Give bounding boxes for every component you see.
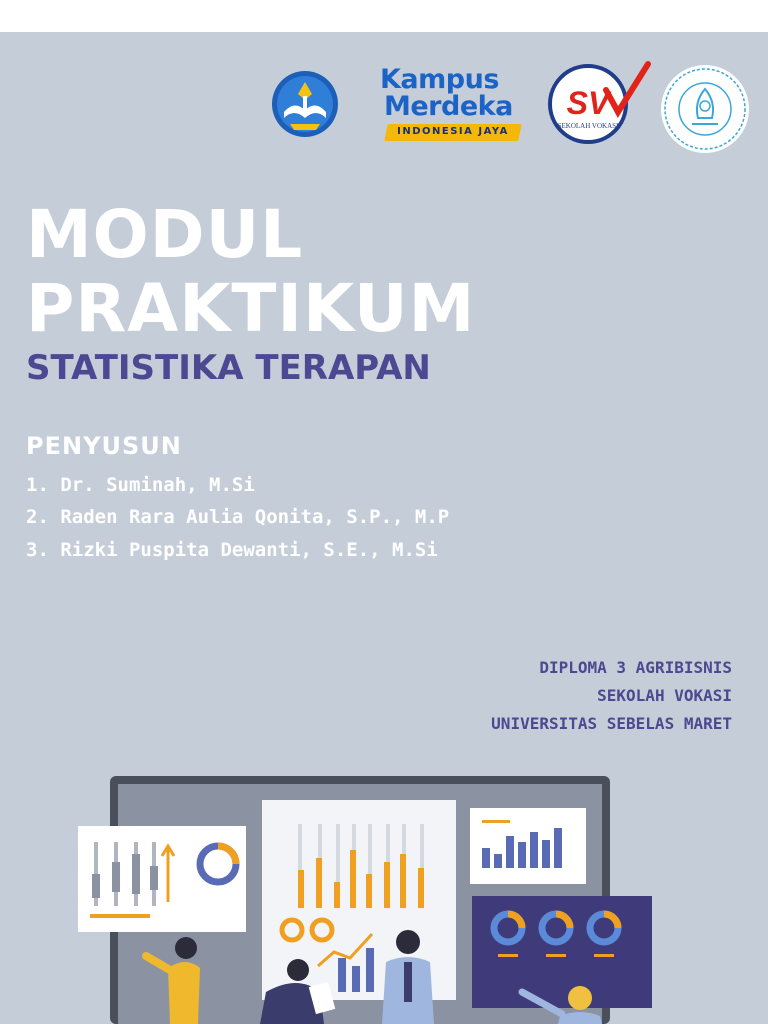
- author-item: 2. Raden Rara Aulia Qonita, S.P., M.P: [26, 506, 450, 528]
- author-item: 3. Rizki Puspita Dewanti, S.E., M.Si: [26, 539, 438, 561]
- uns-seal-logo: [658, 62, 752, 156]
- svg-text:SV: SV: [566, 85, 610, 121]
- business-analytics-team-illustration: [0, 762, 768, 1024]
- title-line-2: PRAKTIKUM: [26, 270, 476, 347]
- kampus-subline: INDONESIA JAYA: [397, 126, 509, 137]
- program-name: DIPLOMA 3 AGRIBISNIS: [539, 658, 732, 677]
- author-item: 1. Dr. Suminah, M.Si: [26, 474, 255, 496]
- kampus-word: Kampus: [380, 64, 499, 95]
- subtitle: STATISTIKA TERAPAN: [26, 348, 431, 388]
- school-name: SEKOLAH VOKASI: [597, 686, 732, 705]
- svg-text:SEKOLAH VOKASI: SEKOLAH VOKASI: [557, 122, 619, 130]
- title-line-1: MODUL: [26, 196, 304, 273]
- sekolah-vokasi-logo: [544, 60, 652, 144]
- university-name: UNIVERSITAS SEBELAS MARET: [491, 714, 732, 733]
- merdeka-word: Merdeka: [384, 91, 513, 122]
- tut-wuri-handayani-logo: [270, 66, 340, 142]
- top-white-strip: [0, 0, 768, 32]
- authors-heading: PENYUSUN: [26, 432, 182, 460]
- kampus-merdeka-logo: [378, 66, 528, 144]
- book-cover: [0, 32, 768, 1024]
